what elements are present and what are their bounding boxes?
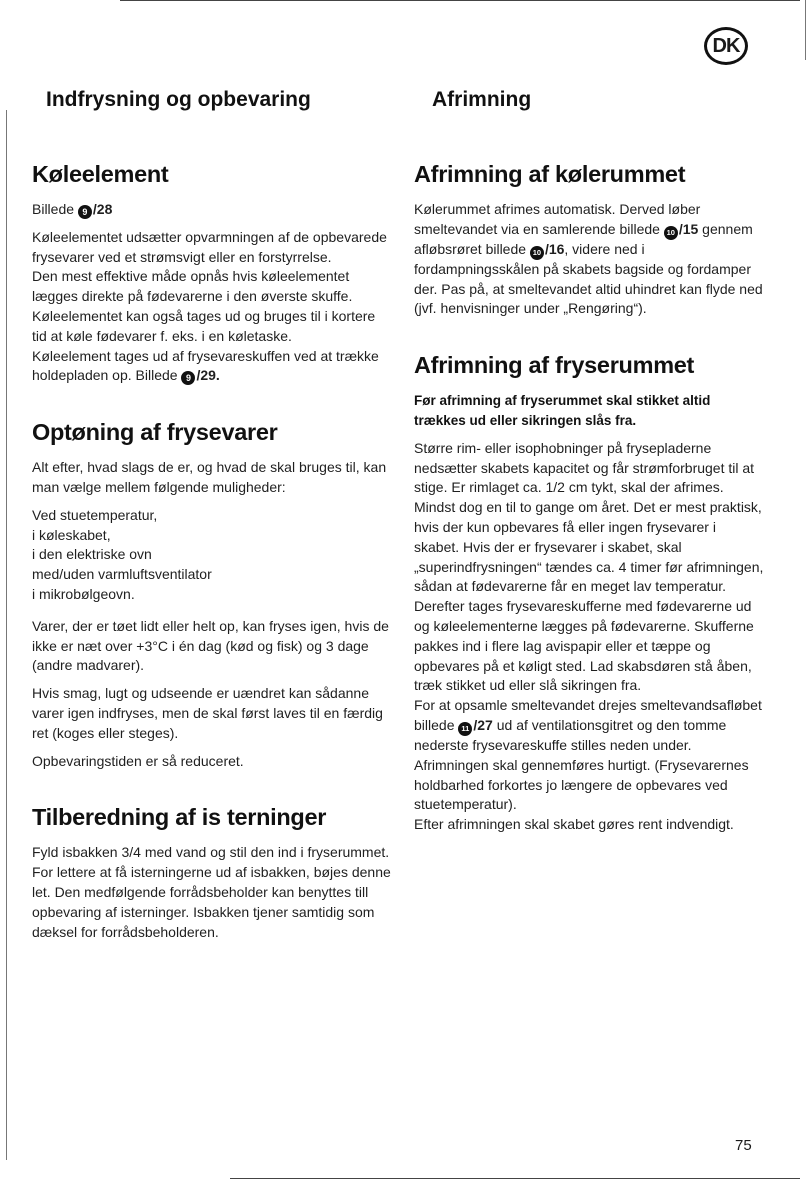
warning-intro: Før afrimning af fryserummet skal stikket altid trækkes ud eller sikringen slås fra. <box>414 393 711 428</box>
ref-prefix: Billede <box>32 201 78 217</box>
list-item: i mikrobølgeovn. <box>32 585 135 602</box>
figure-ref <box>32 200 392 220</box>
paragraph: Afrimningen skal gennemføres hurtigt. (Frysevarernes holdbarhed forkortes jo længere de opbevares ved stuetemperatur). <box>414 756 749 813</box>
heading-optoening: Optøning af frysevarer <box>32 419 278 446</box>
list-item: Ved stuetemperatur, <box>32 506 158 523</box>
paragraph: Køleelementet kan også tages ud og bruges til i kortere tid at køle fødevarer f. eks. i en køletaske. <box>32 307 376 344</box>
ref-suffix: /28 <box>92 201 113 217</box>
paragraph <box>32 347 392 387</box>
paragraph <box>414 696 764 756</box>
paragraph: Alt efter, hvad slags de er, og hvad de skal bruges til, kan man vælge mellem følgende muligheder: <box>32 459 387 495</box>
paragraph: Varer, der er tøet lidt eller helt op, kan fryses igen, hvis de ikke er næt over +3°C i én dag (kød og fisk) og 3 dage (andre madvarer). <box>32 617 389 674</box>
page-number: 75 <box>735 1137 752 1154</box>
list-item: i den elektriske ovn <box>32 546 152 563</box>
paragraph: Hvis smag, lugt og udseende er uændret kan sådanne varer igen indfryses, men de skal først laves til en færdig ret (koges eller steges). <box>32 685 383 741</box>
ref-suffix: /16 <box>544 240 565 257</box>
list-item: med/uden varmluftsventilator <box>32 566 212 583</box>
figure-number-badge: 10 <box>664 226 678 240</box>
list-item: i køleskabet, <box>32 526 111 543</box>
scan-edge-right <box>805 0 806 60</box>
paragraph-text: ud af ventilationsgitret og den tomme nederste frysevareskuffe stilles neden under. <box>414 716 727 753</box>
header-left: Indfrysning og opbevaring <box>46 88 311 111</box>
scan-edge-top <box>120 0 800 1</box>
header-right: Afrimning <box>432 88 532 111</box>
paragraph: Efter afrimningen skal skabet gøres rent indvendigt. <box>414 816 734 833</box>
left-column <box>32 158 392 942</box>
heading-koeleelement: Køleelement <box>32 161 169 187</box>
paragraph-text: Kølerummet afrimes automatisk. Derved løber smeltevandet via en samlerende billede <box>414 201 701 237</box>
paragraph-text: Køleelement tages ud af frysevareskuffen ved at trække holdepladen op. Billede <box>32 347 379 384</box>
ref-suffix: /15 <box>678 220 699 237</box>
heading-isterninger: Tilberedning af is terninger <box>32 804 327 831</box>
paragraph: Fyld isbakken 3/4 med vand og stil den ind i fryserummet. For lettere at få isterningerne ud af isbakken, bøjes denne let. Den medfølgende forrådsbeholder kan benyttes till opbevaring af isterninger. Isbakken tjener samtidig som dæksel for forrådsbeholderen. <box>32 844 391 940</box>
paragraph: Større rim- eller isophobninger på frysepladerne nedsætter skabets kapacitet og får strømforbruget til at stige. Er rimlaget ca. 1/2 cm tykt, skal der afrimes. Mindst dog en til to gange om året. Det er mest praktisk, hvis der kun opbevares få eller ingen frysevarer i skabet. Hvis der er frysevarer i skabet, skal „superindfrysningen“ tændes ca. 4 timer før afrimningen, sådan at fødevarerne får en meget lav temperatur. Derefter tages frysevareskufferne med fødevarerne ud og køleelementerne lægges på fødevarerne. Skufferne pakkes ind i flere lag avispapir eller et tæppe og opbevares på et køligt sted. Lad skabsdøren stå åben, træk stikket ud eller slå sikringen fra. <box>414 439 764 694</box>
figure-number-badge: 11 <box>458 722 472 736</box>
ref-suffix: /29. <box>196 367 220 384</box>
heading-afrimning-koelerummet: Afrimning af kølerummet <box>414 161 686 187</box>
paragraph: Opbevaringstiden er så reduceret. <box>32 752 244 769</box>
paragraph-text: , videre ned i fordampningsskålen på skabets bagside og fordamper der. Pas på, at smeltevandet altid uhindret kan flyde ned (jvf. henvisninger under „Rengøring“). <box>414 240 763 317</box>
right-column <box>414 158 764 835</box>
scan-edge-left <box>6 110 7 1160</box>
country-badge: DK <box>704 27 748 65</box>
paragraph: Køleelementet udsætter opvarmningen af de opbevarede frysevarer ved et strømsvigt eller en forstyrrelse. <box>32 228 387 265</box>
paragraph-text: For at opsamle smeltevandet drejes smeltevandsafløbet billede <box>414 697 762 733</box>
paragraph-text: gennem afløbsrøret billede <box>414 220 753 257</box>
heading-afrimning-fryserummet: Afrimning af fryserummet <box>414 352 695 379</box>
ref-suffix: /27 <box>473 716 493 733</box>
figure-number-badge: 9 <box>181 371 195 385</box>
paragraph <box>414 200 764 319</box>
figure-number-badge: 10 <box>530 246 544 260</box>
scan-edge-bottom <box>230 1178 800 1179</box>
figure-number-badge: 9 <box>78 205 92 219</box>
paragraph: Den mest effektive måde opnås hvis køleelementet lægges direkte på fødevarerne i den øverste skuffe. <box>32 268 353 305</box>
